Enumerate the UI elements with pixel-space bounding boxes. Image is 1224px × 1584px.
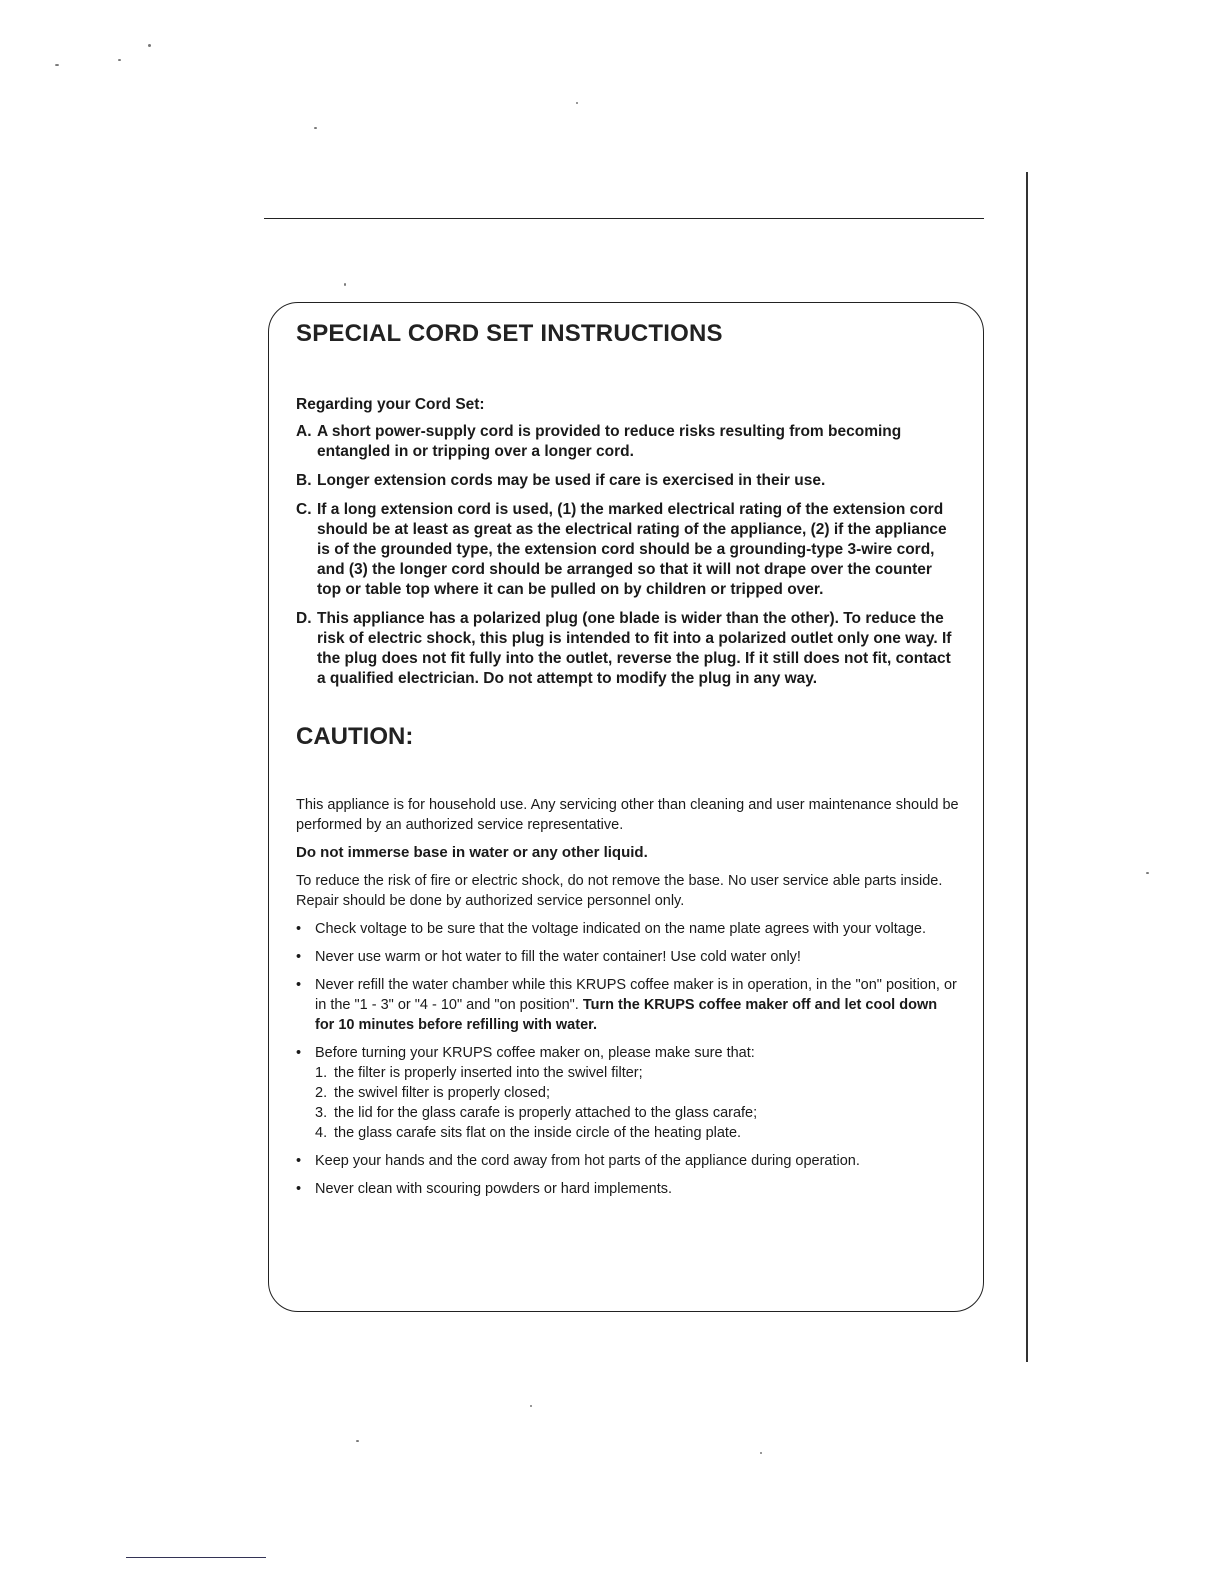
checklist-text: the glass carafe sits flat on the inside circle of the heating plate. — [334, 1125, 742, 1141]
cord-item-d — [296, 609, 960, 689]
scan-speck — [530, 1405, 532, 1407]
item-text: This appliance has a polarized plug (one blade is wider than the other). To reduce the risk of electric shock, this plug is intended to fit into a polarized outlet only one way. If the plug does not fit fully into the outlet, reverse the plug. If it still does not fit, contact a qualified electrician. Do not attempt to modify the plug in any way. — [317, 610, 952, 687]
caution-immerse-warning: Do not immerse base in water or any other liquid. — [296, 844, 648, 861]
checklist-text: the lid for the glass carafe is properly attached to the glass carafe; — [334, 1105, 758, 1121]
item-letter: C. — [296, 501, 312, 518]
checklist-number: 4. — [315, 1125, 328, 1141]
bullet-dot-icon: • — [296, 1181, 302, 1197]
caution-heading: CAUTION: — [296, 723, 414, 750]
bullet-dot-icon: • — [296, 1045, 302, 1061]
scan-speck — [55, 64, 59, 66]
bullet-text-plain: Never refill the water chamber while this KRUPS coffee maker is in operation, in the "on" position, or in the "1 - 3" or "4 - 10" and "on position". — [315, 977, 957, 1013]
bullet-never-refill — [296, 975, 960, 1035]
bullet-before-turning-on — [296, 1043, 960, 1143]
bullet-text: Check voltage to be sure that the voltage indicated on the name plate agrees with your voltage. — [315, 921, 926, 937]
checklist-number: 1. — [315, 1065, 328, 1081]
bottom-rule-mark — [126, 1557, 266, 1558]
bullet-cold-water — [296, 947, 960, 967]
item-letter: A. — [296, 423, 312, 440]
checklist-item-2 — [315, 1083, 960, 1103]
scan-speck — [148, 44, 151, 47]
scan-speck — [356, 1440, 359, 1442]
cord-item-a — [296, 422, 960, 462]
caution-fire-paragraph: To reduce the risk of fire or electric shock, do not remove the base. No user service able parts inside. Repair should be done by authorized service personnel only. — [296, 873, 943, 909]
scan-speck — [1146, 872, 1149, 874]
bullet-dot-icon: • — [296, 1153, 302, 1169]
item-letter: D. — [296, 610, 312, 627]
bullet-text: Never clean with scouring powders or hard implements. — [315, 1181, 673, 1197]
item-text: A short power-supply cord is provided to reduce risks resulting from becoming entangled in or tripping over a longer cord. — [317, 423, 902, 460]
bullet-intro: Before turning your KRUPS coffee maker on, please make sure that: — [315, 1045, 755, 1061]
item-letter: B. — [296, 472, 312, 489]
bullet-text-bold: Turn the KRUPS coffee maker off and let cool down for 10 minutes before refilling with water. — [315, 997, 938, 1033]
page-title: SPECIAL CORD SET INSTRUCTIONS — [296, 320, 723, 347]
bullet-dot-icon: • — [296, 949, 302, 965]
bullet-check-voltage — [296, 919, 960, 939]
scan-speck — [760, 1452, 762, 1454]
scan-speck — [314, 127, 317, 129]
checklist-number: 3. — [315, 1105, 328, 1121]
bullet-dot-icon: • — [296, 977, 302, 993]
checklist-number: 2. — [315, 1085, 328, 1101]
cord-set-heading: Regarding your Cord Set: — [296, 396, 485, 413]
checklist-text: the filter is properly inserted into the swivel filter; — [334, 1065, 643, 1081]
bullet-never-clean — [296, 1179, 960, 1199]
bullet-text: Keep your hands and the cord away from hot parts of the appliance during operation. — [315, 1153, 860, 1169]
checklist-item-1 — [315, 1063, 960, 1083]
item-text: If a long extension cord is used, (1) the marked electrical rating of the extension cord should be at least as great as the electrical rating of the appliance, (2) if the appliance is of the grounded type, the extension cord should be a grounding-type 3-wire cord, and (3) the longer cord should be arranged so that it will not drape over the counter top or table top where it can be pulled on by children or tripped over. — [317, 501, 947, 598]
bullet-dot-icon: • — [296, 921, 302, 937]
bullet-hands-away — [296, 1151, 960, 1171]
instructions-content — [296, 320, 960, 1207]
item-text: Longer extension cords may be used if care is exercised in their use. — [317, 472, 826, 489]
scan-speck — [576, 102, 578, 104]
bullet-text — [315, 1043, 960, 1143]
checklist-text: the swivel filter is properly closed; — [334, 1085, 550, 1101]
top-horizontal-rule — [264, 218, 984, 219]
checklist-item-4 — [315, 1123, 960, 1143]
bullet-text — [315, 975, 960, 1035]
bullet-text: Never use warm or hot water to fill the water container! Use cold water only! — [315, 949, 801, 965]
cord-item-c — [296, 500, 960, 600]
scan-speck — [118, 59, 121, 61]
cord-item-b — [296, 471, 960, 491]
scan-speck — [344, 283, 346, 286]
caution-household-paragraph: This appliance is for household use. Any servicing other than cleaning and user maintenance should be performed by an authorized service representative. — [296, 797, 959, 833]
page-edge-line — [1026, 172, 1028, 1362]
checklist-item-3 — [315, 1103, 960, 1123]
